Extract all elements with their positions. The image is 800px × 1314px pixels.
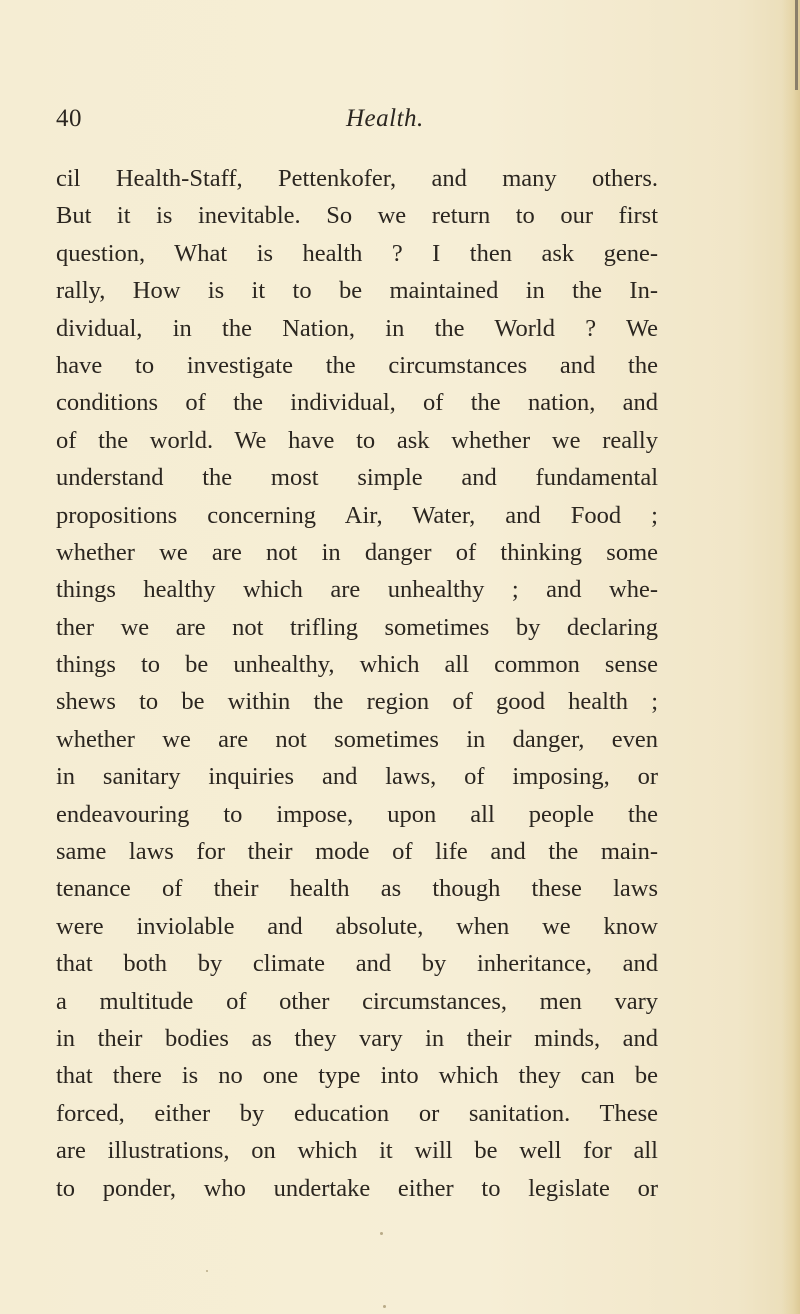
paper-speck xyxy=(383,1305,386,1308)
text-line: conditions of the individual, of the nation, and xyxy=(56,389,658,417)
running-head xyxy=(56,105,656,141)
text-line: propositions concerning Air, Water, and Food ; xyxy=(56,501,658,529)
text-line: rally, How is it to be maintained in the In- xyxy=(56,277,658,305)
text-line: whether we are not in danger of thinking some xyxy=(56,538,658,566)
text-line: But it is inevitable. So we return to our first xyxy=(56,202,658,230)
text-line: in sanitary inquiries and laws, of imposing, or xyxy=(56,763,658,791)
text-line: that both by climate and by inheritance, and xyxy=(56,950,658,978)
text-line: forced, either by education or sanitation. These xyxy=(56,1099,658,1127)
paper-speck xyxy=(206,1270,208,1272)
running-title: Health. xyxy=(346,105,424,132)
body-text xyxy=(56,160,658,1207)
page-edge-mark xyxy=(795,0,798,90)
page-edge-shadow xyxy=(782,0,800,1314)
text-line: question, What is health ? I then ask gene- xyxy=(56,239,658,267)
text-line: cil Health-Staff, Pettenkofer, and many others. xyxy=(56,165,658,192)
text-line: dividual, in the Nation, in the World ? We xyxy=(56,314,658,342)
text-line: a multitude of other circumstances, men vary xyxy=(56,987,658,1015)
text-line: are illustrations, on which it will be well for all xyxy=(56,1137,658,1165)
text-line: understand the most simple and fundamental xyxy=(56,464,658,492)
text-line: same laws for their mode of life and the main- xyxy=(56,838,658,866)
text-line: were inviolable and absolute, when we know xyxy=(56,912,658,940)
text-line: endeavouring to impose, upon all people the xyxy=(56,800,658,828)
text-line: shews to be within the region of good health ; xyxy=(56,688,658,716)
text-line: of the world. We have to ask whether we really xyxy=(56,426,658,454)
text-line: have to investigate the circumstances and the xyxy=(56,351,658,379)
page-number: 40 xyxy=(56,105,82,132)
text-line: things to be unhealthy, which all common sense xyxy=(56,651,658,679)
text-line: to ponder, who undertake either to legislate or xyxy=(56,1174,658,1202)
text-line: in their bodies as they vary in their minds, and xyxy=(56,1024,658,1052)
text-line: that there is no one type into which they can be xyxy=(56,1062,658,1090)
text-line: things healthy which are unhealthy ; and whe- xyxy=(56,576,658,604)
paper-speck xyxy=(380,1232,383,1235)
text-line: ther we are not trifling sometimes by declaring xyxy=(56,613,658,641)
text-line: whether we are not sometimes in danger, even xyxy=(56,725,658,753)
text-line: tenance of their health as though these laws xyxy=(56,875,658,903)
